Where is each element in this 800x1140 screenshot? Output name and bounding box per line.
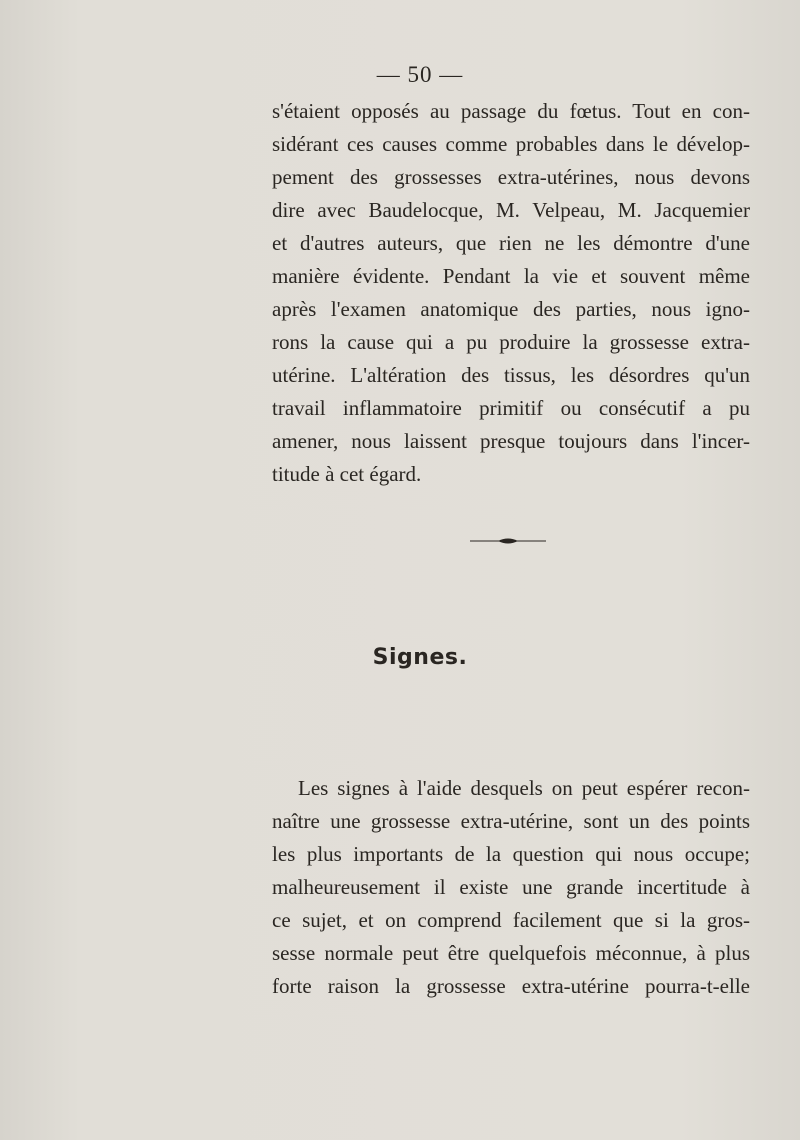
paragraph-2 bbox=[272, 772, 750, 1003]
text-line: pement des grossesses extra-utérines, nous devons bbox=[272, 165, 750, 189]
text-line: forte raison la grossesse extra-utérine pourra-t-elle bbox=[272, 974, 750, 998]
text-line: sesse normale peut être quelquefois méconnue, à plus bbox=[272, 941, 750, 965]
text-line: amener, nous laissent presque toujours dans l'incer- bbox=[272, 429, 750, 453]
text-line: sidérant ces causes comme probables dans le dévelop- bbox=[272, 132, 750, 156]
text-line: les plus importants de la question qui nous occupe; bbox=[272, 842, 750, 866]
text-line: manière évidente. Pendant la vie et souvent même bbox=[272, 264, 750, 288]
text-line: travail inflammatoire primitif ou consécutif a pu bbox=[272, 396, 750, 420]
text-line: utérine. L'altération des tissus, les désordres qu'un bbox=[272, 363, 750, 387]
decorative-rule bbox=[468, 536, 548, 546]
text-line: rons la cause qui a pu produire la grossesse extra- bbox=[272, 330, 750, 354]
text-line: après l'examen anatomique des parties, nous igno- bbox=[272, 297, 750, 321]
text-line: s'étaient opposés au passage du fœtus. Tout en con- bbox=[272, 99, 750, 123]
page-number: — 50 — bbox=[376, 62, 464, 87]
text-line: ce sujet, et on comprend facilement que si la gros- bbox=[272, 908, 750, 932]
text-line: titude à cet égard. bbox=[272, 462, 422, 486]
text-line: et d'autres auteurs, que rien ne les démontre d'une bbox=[272, 231, 750, 255]
text-line: dire avec Baudelocque, M. Velpeau, M. Jacquemier bbox=[272, 198, 750, 222]
text-line: Les signes à l'aide desquels on peut espérer recon- bbox=[298, 776, 750, 800]
text-line: malheureusement il existe une grande incertitude à bbox=[272, 875, 750, 899]
text-line: naître une grossesse extra-utérine, sont un des points bbox=[272, 809, 750, 833]
paragraph-1 bbox=[272, 95, 750, 491]
section-heading: Signes. bbox=[372, 645, 468, 670]
